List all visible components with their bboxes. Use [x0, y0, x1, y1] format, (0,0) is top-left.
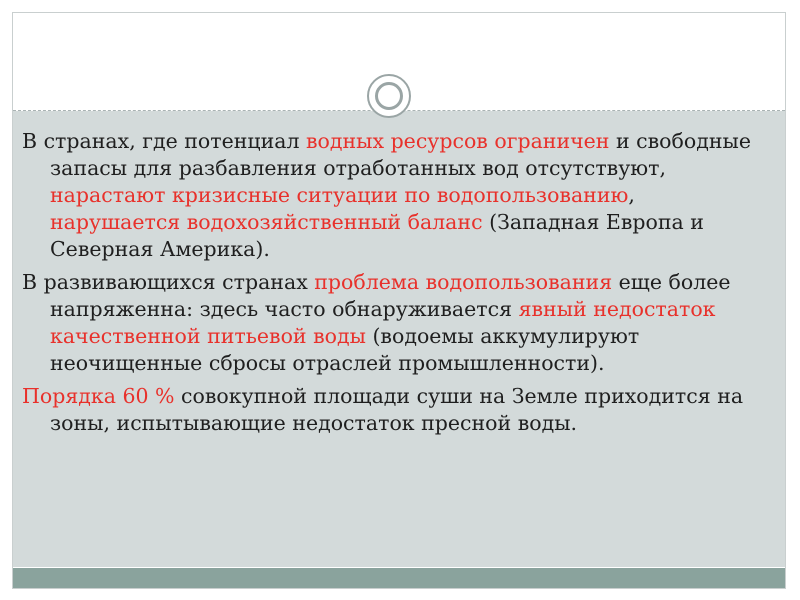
bottom-bar [13, 568, 785, 588]
slide-body-text [22, 128, 762, 443]
circle-ornament-icon [367, 74, 411, 118]
text-segment: , [628, 183, 635, 207]
text-segment: совокупной площади суши на Земле приходится на зоны, испытывающие недостаток пресной воды. [50, 384, 744, 435]
text-segment: В развивающихся странах [22, 270, 315, 294]
paragraph-3 [22, 383, 762, 437]
highlight-segment: Порядка 60 % [22, 384, 175, 408]
highlight-segment: проблема водопользования [314, 270, 613, 294]
highlight-segment: нарушается водохозяйственный баланс [50, 210, 483, 234]
text-segment: (Западная Европа и Северная Америка). [50, 210, 704, 261]
text-segment: и свободные запасы для разбавления отработанных вод отсутствуют, [50, 129, 751, 180]
highlight-segment: нарастают кризисные ситуации по водопользованию [50, 183, 629, 207]
paragraph-2 [22, 269, 762, 377]
highlight-segment: явный недостаток качественной питьевой воды [50, 297, 716, 348]
paragraph-1 [22, 128, 762, 263]
text-segment: (водоемы аккумулируют неочищенные сбросы отраслей промышленности). [50, 324, 640, 375]
text-segment: В странах, где потенциал [22, 129, 306, 153]
highlight-segment: водных ресурсов ограничен [306, 129, 610, 153]
text-segment: еще более напряженна: здесь часто обнаруживается [50, 270, 731, 321]
